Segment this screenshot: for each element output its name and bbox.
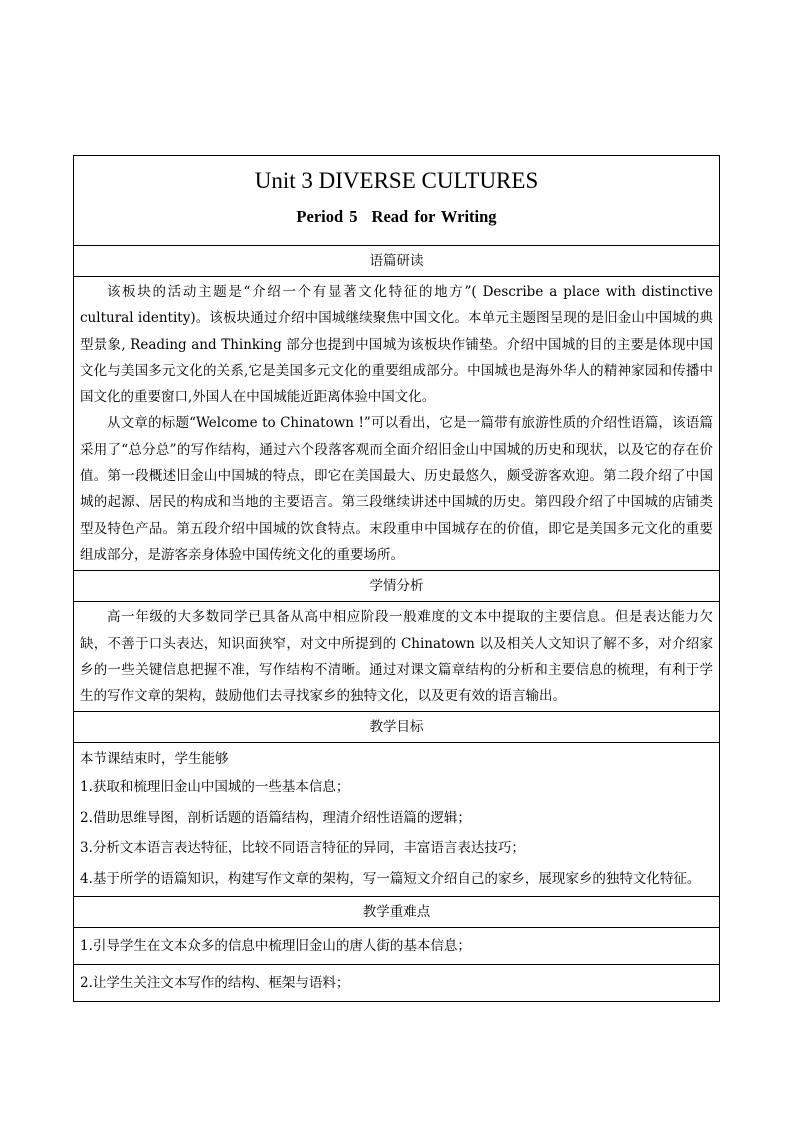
key-points-content-2 <box>74 965 720 1002</box>
objective-intro: 本节课结束时，学生能够 <box>80 751 229 768</box>
lesson-subtitle <box>80 206 713 228</box>
objective-item: 4.基于所学的语篇知识，构建写作文章的架构，写一篇短文介绍自己的家乡，展现家乡的独特文化特征。 <box>80 870 701 887</box>
key-point-item: 1.引导学生在文本众多的信息中梳理旧金山的唐人街的基本信息； <box>80 938 471 955</box>
section-heading-key-points: 教学重难点 <box>74 897 720 928</box>
section-heading-objectives: 教学目标 <box>74 712 720 743</box>
objective-item: 1.获取和梳理旧金山中国城的一些基本信息； <box>80 779 350 796</box>
objective-item: 2.借助思维导图，剖析话题的语篇结构，理清介绍性语篇的逻辑； <box>80 809 471 826</box>
objectives-content <box>74 743 720 897</box>
period-label: Period 5 <box>296 207 358 226</box>
lesson-plan-table <box>73 155 720 1002</box>
section-heading-learners: 学情分析 <box>74 571 720 602</box>
objective-item: 3.分析文本语言表达特征，比较不同语言特征的异同，丰富语言表达技巧； <box>80 840 525 857</box>
learner-analysis-content <box>74 602 720 712</box>
title-cell <box>74 156 720 246</box>
key-point-item: 2.让学生关注文本写作的结构、框架与语料； <box>80 975 350 992</box>
learner-paragraph: 高一年级的大多数同学已具备从高中相应阶段一般难度的文本中提取的主要信息。但是表达能力欠缺，不善于口头表达，知识面狭窄，对文中所提到的 Chinatown 以及相关人文知识了解不多，对介绍家乡的一些关键信息把握不准，写作结构不清晰。通过对课文篇章结构的分析和主要信息的梳理，有利于学生的写作文章的架构，鼓励他们去寻找家乡的独特文化，以及更有效的语言输出。 <box>80 609 713 705</box>
reading-analysis-content <box>74 277 720 571</box>
unit-title: Unit 3 DIVERSE CULTURES <box>254 168 539 193</box>
lesson-name: Read for Writing <box>371 207 497 226</box>
reading-paragraph-1: 该板块的活动主题是“介绍一个有显著文化特征的地方”( Describe a place with distinctive cultural identity)。该板块通过介绍中国城继续聚焦中国文化。本单元主题图呈现的是旧金山中国城的典型景象, Reading and Thinking 部分也提到中国城为该板块作铺垫。介绍中国城的目的主要是体现中国文化与美国多元文化的关系,它是美国多元文化的重要组成部分。中国城也是海外华人的精神家园和传播中国文化的重要窗口,外国人在中国城能近距离体验中国文化。 <box>80 284 713 406</box>
section-heading-reading: 语篇研读 <box>74 246 720 277</box>
key-points-content <box>74 928 720 965</box>
reading-paragraph-2: 从文章的标题“Welcome to Chinatown !”可以看出，它是一篇带有旅游性质的介绍性语篇，该语篇采用了“总分总”的写作结构，通过六个段落客观而全面介绍旧金山中国城的历史和现状，以及它的存在价值。第一段概述旧金山中国城的特点，即它在美国最大、历史最悠久，颇受游客欢迎。第二段介绍了中国城的起源、居民的构成和当地的主要语言。第三段继续讲述中国城的历史。第四段介绍了中国城的店铺类型及特色产品。第五段介绍中国城的饮食特点。末段重申中国城存在的价值，即它是美国多元文化的重要组成部分，是游客亲身体验中国传统文化的重要场所。 <box>80 415 713 563</box>
